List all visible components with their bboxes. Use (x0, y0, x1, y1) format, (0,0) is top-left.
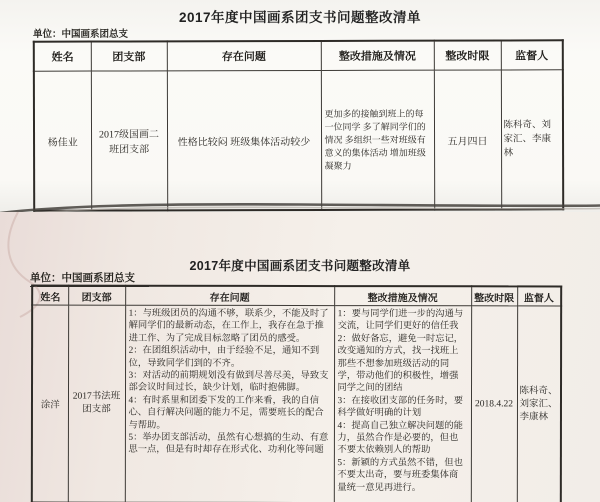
branch-cell: 2017级国画二班团支部 (91, 71, 167, 211)
header-supervisor: 监督人 (517, 286, 561, 306)
scan-page-1 (0, 0, 600, 212)
problems-cell: 性格比较闷 班级集体活动较少 (167, 70, 321, 210)
rectification-table-1 (33, 39, 564, 211)
header-problems: 存在问题 (125, 286, 334, 306)
name-cell: 涂洋 (32, 305, 68, 502)
header-branch: 团支部 (91, 41, 167, 71)
unit-label: 单位：中国画系团总支 (33, 26, 142, 42)
page-title: 2017年度中国画系团支书问题整改清单 (178, 10, 422, 25)
table-row (32, 305, 561, 502)
deadline-cell: 2018.4.22 (471, 306, 517, 502)
table-header-row (32, 286, 561, 306)
supervisors-cell: 陈科奇、刘家汇、李康林 (517, 306, 561, 502)
header-measures: 整改措施及情况 (321, 41, 434, 71)
measures-cell: 1：要与同学们进一步的沟通与交流，让同学们更好的信任我 2：做好备忘，避免一时忘记，改变通知的方式，找一找班上那些不想参加班级活动的同学，带动他们的积极性，增强同学之间的团结 3：在接收团支部的任务时，要科学做好明确的计划 4：提高自己独立解决问题的能力，虽然合作是必要的，但也不要太依赖别人的帮助 5：新颖的方式虽然不错，但也不要太出奇，要与班委集体商量统一意见再进行。 (334, 306, 471, 502)
measures-cell: 更加多的接触到班上的每一位同学 多了解同学们的情况 多组织一些对班级有意义的集体活动 增加班级凝聚力 (321, 70, 434, 210)
branch-cell: 2017书法班团支部 (68, 305, 125, 502)
rectification-table-2 (31, 285, 562, 502)
deadline-cell: 五月四日 (434, 70, 501, 210)
unit-label: 单位：中国画系团总支 (30, 270, 149, 287)
header-name: 姓名 (34, 42, 91, 72)
header-supervisor: 监督人 (501, 40, 563, 70)
header-deadline: 整改时限 (434, 40, 501, 70)
name-cell: 杨佳业 (34, 71, 91, 211)
header-problems: 存在问题 (167, 41, 321, 71)
table-header-row (34, 40, 563, 71)
supervisors-cell: 陈科奇、刘家汇、李康林 (501, 70, 563, 210)
problems-cell: 1：与班级团员的沟通不够，联系少，不能及时了解同学们的最新动态，在工作上，我存在急于推进工作、为了完成目标忽略了团员的感受。 2：在团组织活动中，由于经验不足，通知不到位，导致同学们到的不齐。 3：对活动的前期规划没有做到尽善尽美，导致支部会议时间过长，缺少计划，临时抱佛脚。 4：有时系里和团委下发的工作来看，我的自信心、自行解决问题的能力不足，需要班长的配合与帮助。 5：举办团支部活动，虽然有心想搞的生动、有意思一点，但是有时却存在形式化、功利化等问题 (125, 305, 334, 502)
header-deadline: 整改时限 (471, 286, 517, 306)
page-title: 2017年度中国画系团支书问题整改清单 (189, 259, 411, 273)
header-measures: 整改措施及情况 (334, 286, 471, 306)
header-name: 姓名 (32, 286, 68, 306)
table-row (34, 70, 563, 211)
header-branch: 团支部 (68, 286, 125, 306)
